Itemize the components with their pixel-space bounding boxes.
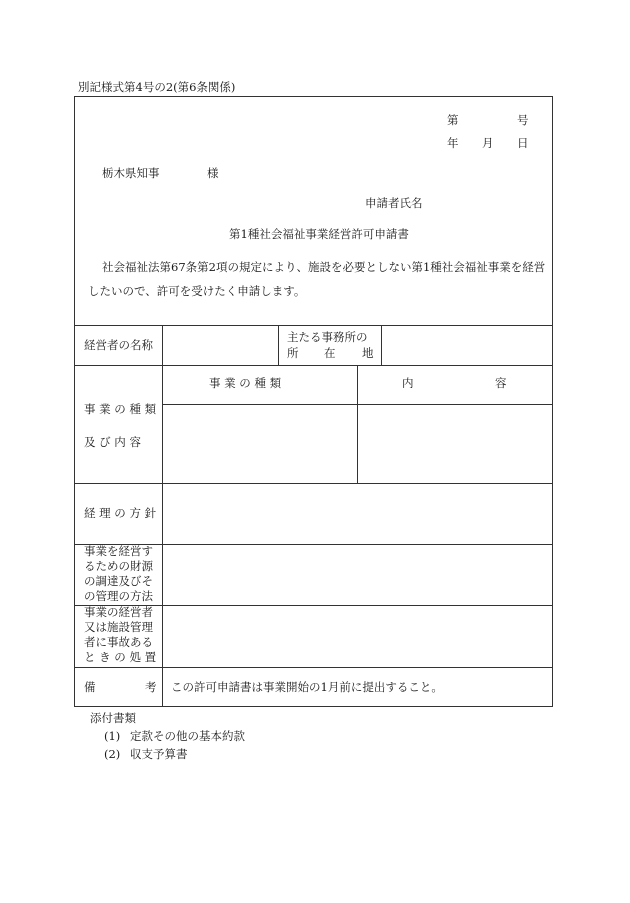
- policy-label: 経 理 の 方 針: [84, 506, 157, 520]
- applicant-name-label: 申請者氏名: [365, 196, 423, 210]
- col-header-content: 内: [402, 376, 414, 390]
- funding-label: 事業を経営す: [84, 544, 153, 558]
- funding-label: るための財源: [84, 559, 153, 573]
- body-text: 社会福祉法第67条第2項の規定により、施設を必要としない第1種社会福祉事業を経営したいので、許可を受けたく申請します。: [88, 260, 546, 298]
- business-label: 及 び 内 容: [84, 435, 141, 449]
- policy-field[interactable]: [163, 484, 552, 544]
- office-label-char: 所: [287, 346, 299, 360]
- accident-label: 事業の経営者: [84, 605, 153, 619]
- column-divider: [278, 325, 279, 365]
- attachment-item: 収支予算書: [130, 747, 188, 761]
- office-location-field[interactable]: [382, 326, 552, 365]
- row-divider: [74, 365, 553, 366]
- accident-label: と き の 処 置: [84, 650, 157, 664]
- remarks-label: 考: [145, 680, 157, 694]
- office-label-char: 在: [324, 346, 336, 360]
- attachment-number: (1): [104, 729, 121, 743]
- office-label: 主たる事務所の: [287, 330, 368, 344]
- attachment-number: (2): [104, 747, 121, 761]
- col-header-content: 容: [495, 376, 507, 390]
- funding-label: の管理の方法: [84, 589, 153, 603]
- business-kind-field[interactable]: [163, 405, 357, 483]
- year-label: 年: [447, 136, 459, 150]
- number-prefix: 第: [447, 113, 459, 127]
- document-title: 第1種社会福祉事業経営許可申請書: [229, 227, 409, 241]
- day-label: 日: [517, 136, 529, 150]
- col-header-kind: 事 業 の 種 類: [209, 376, 282, 390]
- business-label: 事 業 の 種 類: [84, 402, 157, 416]
- attachment-item: 定款その他の基本約款: [130, 729, 245, 743]
- accident-label: 又は施設管理: [84, 620, 153, 634]
- funding-field[interactable]: [163, 545, 552, 605]
- funding-label: の調達及びそ: [84, 574, 153, 588]
- remarks-text: この許可申請書は事業開始の1月前に提出すること。: [171, 680, 443, 694]
- honorific: 様: [207, 166, 219, 180]
- attachments-heading: 添付書類: [90, 711, 136, 725]
- month-label: 月: [482, 136, 494, 150]
- remarks-label: 備: [84, 680, 96, 694]
- form-label: 別記様式第4号の2(第6条関係): [78, 80, 236, 94]
- number-suffix: 号: [517, 113, 529, 127]
- business-content-field[interactable]: [358, 405, 552, 483]
- accident-label: 者に事故ある: [84, 635, 153, 649]
- operator-name-label: 経営者の名称: [84, 338, 153, 352]
- accident-field[interactable]: [163, 606, 552, 667]
- row-divider: [74, 667, 553, 668]
- office-label-char: 地: [362, 346, 374, 360]
- operator-name-field[interactable]: [163, 326, 278, 365]
- addressee: 栃木県知事: [102, 166, 160, 180]
